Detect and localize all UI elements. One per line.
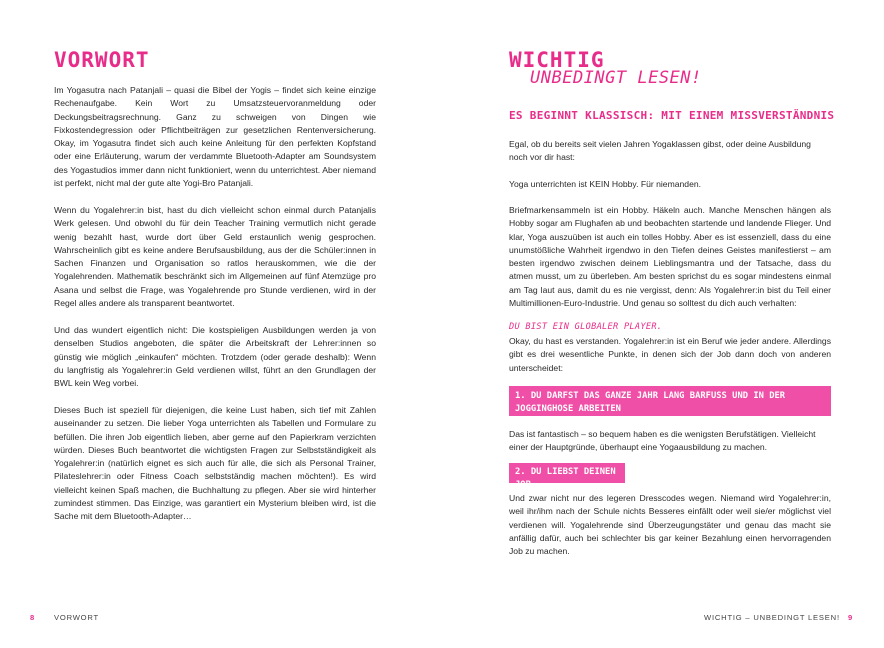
page-number: 8: [30, 613, 35, 622]
right-page: [442, 0, 884, 648]
section-title: ES BEGINNT KLASSISCH: MIT EINEM MISSVERSTÄNDNIS: [509, 109, 835, 122]
body-paragraph: Yoga unterrichten ist KEIN Hobby. Für niemanden.: [509, 179, 702, 189]
page-number: 9: [848, 613, 853, 622]
page-title: WICHTIG: [509, 48, 605, 72]
highlight-box-2: 2. DU LIEBST DEINEN JOB: [509, 463, 625, 483]
body-paragraph: Wenn du Yogalehrer:in bist, hast du dich vielleicht schon einmal durch Patanjalis Werk gelesen. Und obwohl du für dein Teacher Training vermutlich nicht gerade wenig bezahlt hast, wurde dort über Geld erstaunlich wenig gesprochen. Wahrscheinlich gibt es keine andere Berufsausbildung, aus der die Schüler:innen in Sachen Finanzen und Organisation so ratlos herauskommen, wie die der Yogalehrenden. Mathematik beschränkt sich im Allgemeinen auf fünf Atemzüge pro Asana und selbst die Frage, was Yogalehrende pro Stunde verdienen, wird in der Regel alles andere als transparent beantwortet.: [54, 205, 376, 309]
page-title: VORWORT: [54, 48, 150, 72]
body-paragraph: Dieses Buch ist speziell für diejenigen, die keine Lust haben, sich tief mit Zahlen auseinander zu setzen. Die lieber Yoga unterrichten als Tabellen und Formulare zu befüllen. Die ihren Job eigentlich lieben, aber gerne auf den Papierkram verzichten würden. Dieses Buch beantwortet die wichtigsten Fragen zur Selbstständigkeit als Yogalehrer:in (natürlich eignet es sich auch für alle, die sich als Personal Trainer, Pilateslehrer:in oder Fitness Coach selbstständig machen möchten!). Es wird vielleicht keinen Spaß machen, die Buchhaltung zu pflegen. Aber sie wird hinterher zumindest stimmen. Das Einzige, was garantiert ein Mysterium bleiben wird, ist die Sache mit dem Bluetooth-Adapter…: [54, 405, 376, 522]
body-paragraph: Und zwar nicht nur des legeren Dresscodes wegen. Niemand wird Yogalehrer:in, weil ihr/ihm nach der Schule nichts Besseres einfällt oder weil sie/er möglichst viel verdienen will. Yogalehrende sind Überzeugungstäter und genau das macht sie anfällig dafür, auch bei schlechter bis gar keiner Bezahlung einen hervorragenden Job zu machen.: [509, 493, 831, 557]
emphasis-line: DU BIST EIN GLOBALER PLAYER.: [509, 322, 663, 332]
running-footer: VORWORT: [54, 613, 99, 622]
body-paragraph: Briefmarkensammeln ist ein Hobby. Häkeln auch. Manche Menschen hängen als Hobby sogar am Flughafen ab und beobachten startende und landende Flieger. Und klar, Yoga auszuüben ist auch ein tolles Hobby. Aber es ist essenziell, dass du eine unumstößliche Wahrheit irgendwo in den Tiefen deines Geistes manifestierst – am besten irgendwo zwischen deinem Lieblingsmantra und der Tatsache, dass du atmen musst, um zu überleben. Am besten sprichst du es sogar mindestens einmal am Tag laut aus, damit du es nie vergisst, denn: Als Yogalehrer:in bist du Teil einer Multimillionen-Euro-Industrie. Und genau so solltest du dich auch verhalten:: [509, 205, 831, 309]
highlight-box-1: 1. DU DARFST DAS GANZE JAHR LANG BARFUSS UND IN DER JOGGINGHOSE ARBEITEN: [509, 386, 831, 416]
body-paragraph: Okay, du hast es verstanden. Yogalehrer:in ist ein Beruf wie jeder andere. Allerdings gibt es drei wesentliche Punkte, in denen sich der Job dann doch von anderen unterscheidet:: [509, 336, 831, 373]
page-subtitle: UNBEDINGT LESEN!: [530, 68, 702, 88]
intro-paragraph: Im Yogasutra nach Patanjali – quasi die Bibel der Yogis – findet sich keine einzige Rechenaufgabe. Kein Wort zu Umsatzsteuervoranmeldung oder Deckungsbeitragsrechnung. Ganz zu schweigen von Dingen wie Fixkostendegression oder Pflichtbeiträgen zur gesetzlichen Rentenversicherung. Okay, im Yogasutra findet sich auch keine Anleitung für den perfekten Kopfstand oder eine Erläuterung, warum der verdammte Bluetooth-Adapter am Soundsystem des Yogastudios immer dann nicht funktioniert, wenn du unterrichtest. Aber niemand ist perfekt, nicht mal der gute alte Yogi-Bro Patanjali.: [54, 85, 376, 189]
body-paragraph: Das ist fantastisch – so bequem haben es die wenigsten Berufstätigen. Vielleicht einer der Hauptgründe, überhaupt eine Yogaausbildung zu machen.: [509, 429, 816, 453]
body-paragraph: Egal, ob du bereits seit vielen Jahren Yogaklassen gibst, oder deine Ausbildung noch vor dir hast:: [509, 139, 811, 163]
running-footer: WICHTIG – UNBEDINGT LESEN!: [704, 613, 840, 622]
body-paragraph: Und das wundert eigentlich nicht: Die kostspieligen Ausbildungen werden ja von denselben Studios angeboten, die später die Arbeitskraft der Lehrer:innen so günstig wie möglich „einkaufen“ möchten. Trotzdem (oder gerade deshalb): Wenn du langfristig als Yogalehrer:in Geld verdienen willst, führt an den Grundlagen der BWL kein Weg vorbei.: [54, 325, 376, 389]
